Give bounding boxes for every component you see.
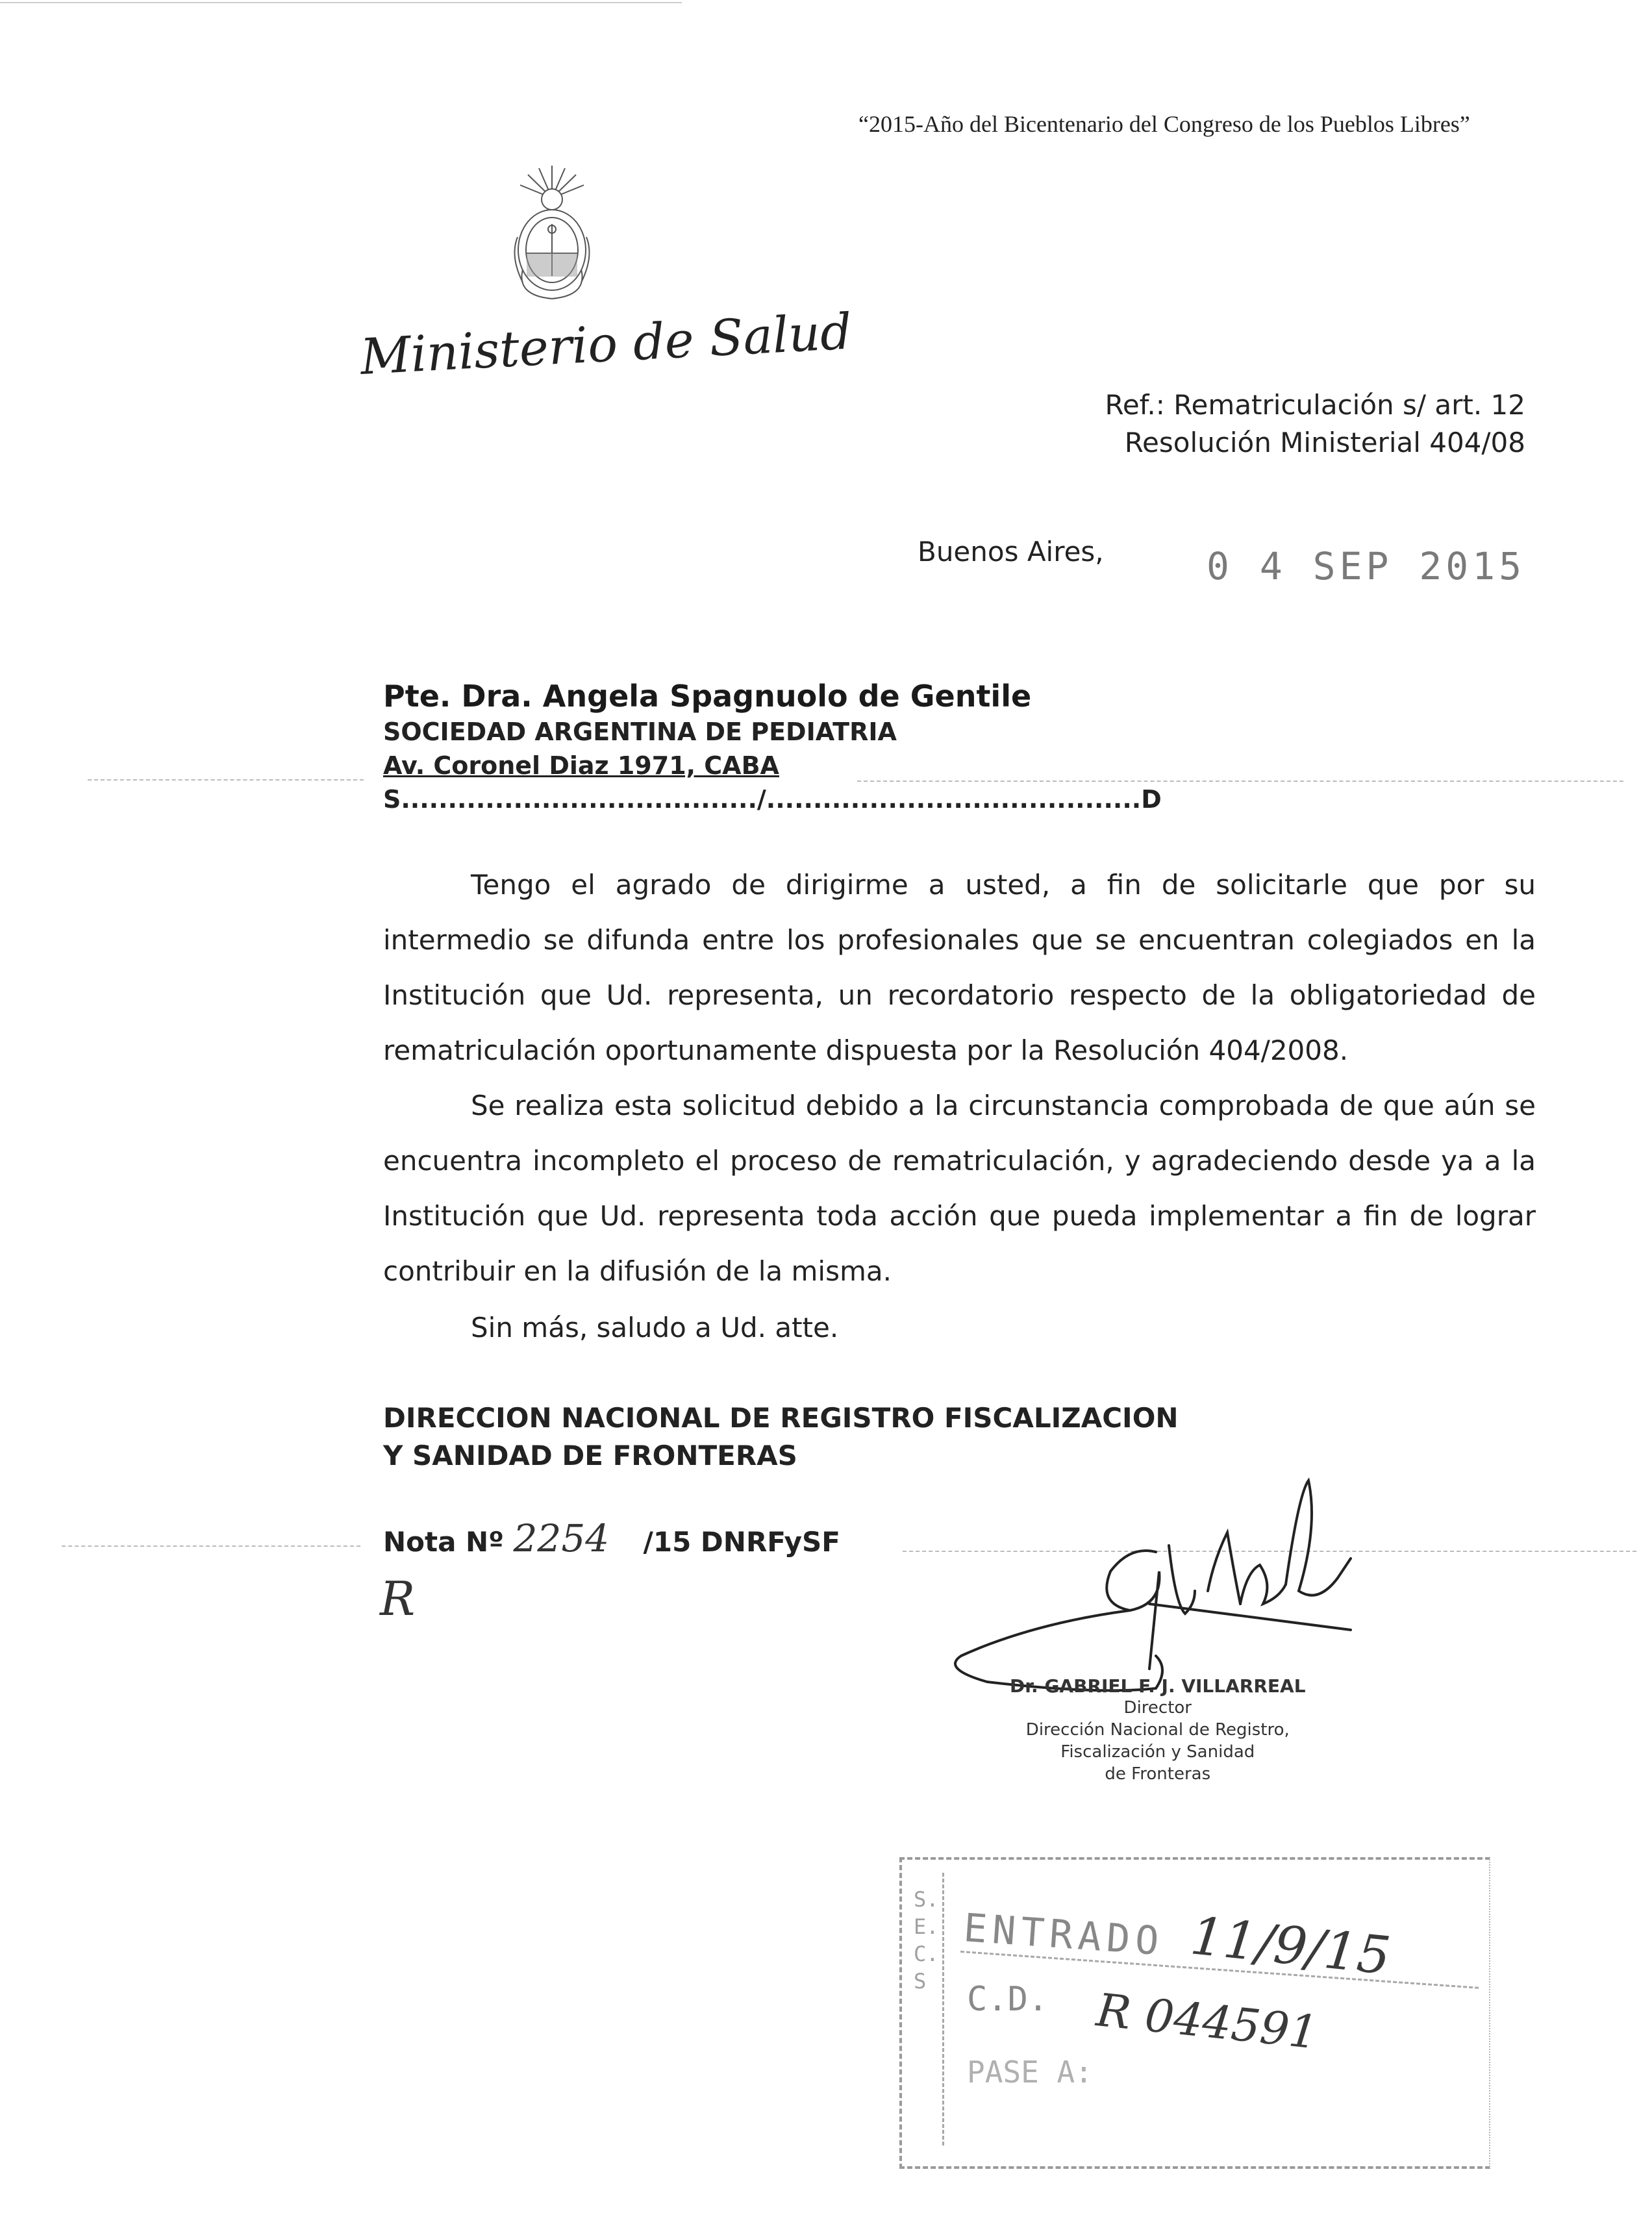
signatory-title: Director <box>1123 1698 1192 1718</box>
top-edge-line <box>0 2 682 3</box>
city-label: Buenos Aires, <box>918 536 1104 568</box>
reference-line-1: Ref.: Rematriculación s/ art. 12 <box>1105 389 1525 421</box>
signatory-unit-line-2: Fiscalización y Sanidad <box>1060 1742 1255 1762</box>
stamp-cd-label: C.D. <box>967 1980 1049 2019</box>
stamp-side-label: S.E.C.S <box>914 1887 939 1994</box>
stamp-pase-label: PASE A: <box>967 2055 1093 2090</box>
stamp-cd-number: R 044591 <box>1094 1983 1321 2060</box>
body-paragraph-2: Se realiza esta solicitud debido a la circunstancia comprobada de que aún se encuentra incompleto el proceso de rematriculación, y agradeciendo desde ya a la Institución que Ud. representa toda acción que pueda implementar a fin de lograr contribuir en la difusión de la misma. <box>383 1090 1536 1287</box>
sender-department <box>383 1399 1179 1475</box>
stamp-divider <box>942 1873 944 2145</box>
signature-block <box>1010 1675 1306 1785</box>
date-stamp: 0 4 SEP 2015 <box>1207 544 1526 588</box>
letter-body <box>383 857 1536 1299</box>
signatory-unit-line-3: de Fronteras <box>1105 1764 1211 1784</box>
scan-rule-3 <box>62 1545 360 1547</box>
nota-suffix: /15 DNRFySF <box>643 1526 840 1558</box>
handwritten-initial: R <box>380 1571 416 1626</box>
signatory-name: Dr. GABRIEL F. J. VILLARREAL <box>1010 1675 1306 1697</box>
sender-line-2: Y SANIDAD DE FRONTERAS <box>383 1440 797 1471</box>
header-motto: “2015-Año del Bicentenario del Congreso de los Pueblos Libres” <box>858 111 1470 137</box>
closing-line: Sin más, saludo a Ud. atte. <box>471 1312 839 1344</box>
recipient-salutation: S....................................../........................................D <box>383 785 1162 814</box>
recipient-name: Pte. Dra. Angela Spagnuolo de Gentile <box>383 679 1032 714</box>
scan-rule-2 <box>857 781 1623 782</box>
reference-line-2: Resolución Ministerial 404/08 <box>1124 427 1525 458</box>
ministry-name: Ministerio de Salud <box>358 302 853 386</box>
recipient-address: Av. Coronel Diaz 1971, CABA <box>383 751 779 780</box>
reception-stamp <box>899 1857 1490 2169</box>
nota-handwritten-number: 2254 <box>513 1516 610 1560</box>
coat-of-arms-emblem <box>503 159 601 308</box>
stamp-entrado-date: 11/9/15 <box>1188 1905 1394 1986</box>
sender-line-1: DIRECCION NACIONAL DE REGISTRO FISCALIZACION <box>383 1402 1179 1434</box>
reference-block <box>1105 386 1525 462</box>
nota-number-line <box>383 1516 840 1560</box>
stamp-entrado-label: ENTRADO <box>962 1905 1166 1965</box>
body-paragraph-1: Tengo el agrado de dirigirme a usted, a fin de solicitarle que por su intermedio se difunda entre los profesionales que se encuentran colegiados en la Institución que Ud. representa, un recordatorio respecto de la obligatoriedad de rematriculación oportunamente dispuesta por la Resolución 404/2008. <box>383 869 1536 1066</box>
recipient-block <box>383 677 1162 816</box>
nota-prefix: Nota Nº <box>383 1526 504 1558</box>
signatory-unit-line-1: Dirección Nacional de Registro, <box>1025 1720 1290 1740</box>
recipient-organization: SOCIEDAD ARGENTINA DE PEDIATRIA <box>383 718 897 746</box>
scan-rule-1 <box>88 779 364 781</box>
